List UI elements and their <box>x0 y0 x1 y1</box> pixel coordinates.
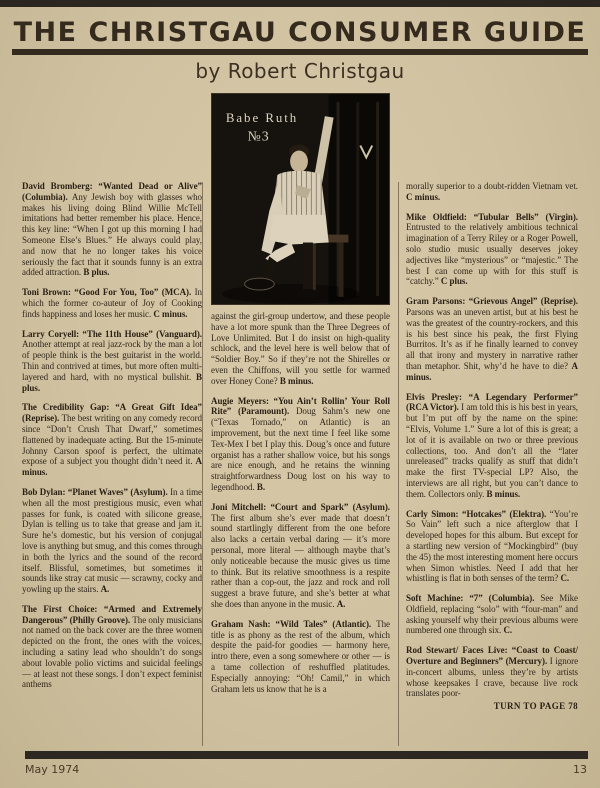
review-grade: C minus. <box>406 191 441 202</box>
review-grade: B minus. <box>279 375 314 386</box>
review-lead: Augie Meyers: “You Ain’t Rollin’ Your Roll Rite” (Paramount). <box>211 395 390 417</box>
column-middle <box>211 93 390 747</box>
review: The First Choice: “Armed and Extremely Dangerous” (Philly Groove). The only musicians not named on the back cover are the three women depicted on the front, the ones with the voices, including a satiny lead who shouldn’t do songs about lovable polio victims and suicidal feelings — at least not these songs. I don’t expect feminist anthems <box>22 603 202 690</box>
review-list-middle <box>211 311 390 694</box>
page-title: THE CHRISTGAU CONSUMER GUIDE <box>13 17 587 48</box>
review-lead: Mike Oldfield: “Tubular Bells” (Virgin). <box>406 211 578 222</box>
review-grade: A minus. <box>22 456 202 478</box>
review: morally superior to a doubt-ridden Vietnam vet. C minus. <box>406 181 578 202</box>
review-lead: Carly Simon: “Hotcakes” (Elektra). <box>406 508 550 519</box>
column-divider-right <box>398 182 399 746</box>
review-lead: The First Choice: “Armed and Extremely Dangerous” (Philly Groove). <box>22 603 202 625</box>
review-grade: A. <box>100 584 110 595</box>
review-list-left <box>22 181 202 690</box>
review: Rod Stewart/ Faces Live: “Coast to Coast/ Overture and Beginners” (Mercury). I ignore in-concert albums, unless they’re by artists whose keepsakes I crave, because live rock translates poor- <box>406 645 578 699</box>
review-grade: C. <box>560 573 570 584</box>
review-lead: Soft Machine: “7” (Columbia). <box>406 593 541 604</box>
locker-label-line1: Babe Ruth <box>225 110 299 125</box>
review: Gram Parsons: “Grievous Angel” (Reprise). Parsons was an uneven artist, but at his best he was the greatest of the country-rockers, and this is his best since his peak, the first Flying Burritos. It’s as if he finally learned to convey all that irony and mystery in narrative rather than metaphor. Shit, why’d he have to die? A minus. <box>406 296 578 382</box>
review: Joni Mitchell: “Court and Spark” (Asylum). The first album she’s ever made that doesn’t sound startlingly different from the one before also lacks a certain verbal daring — it’s more personal, more literal — although maybe that’s only noticeable because the music gives us time to think. But its relative smoothness is a respite rather than a cop-out, the jazz and rock and roll suggest a brave future, and she’s better at what she does than anyone in the music. A. <box>211 501 390 609</box>
review: The Credibility Gap: “A Great Gift Idea” (Reprise). The best writing on any comedy record since “Don’t Crush That Dwarf,” sometimes flattened by inadequate acting. But the 15-minute Johnny Carson spoof is perfect, the ultimate expose of a subject you thought didn’t need it. A minus. <box>22 402 202 478</box>
review-list-right <box>406 181 578 699</box>
review: Toni Brown: “Good For You, Too” (MCA). In which the former co-auteur of Joy of Cooking finds happiness and loses her music. C minus. <box>22 287 202 319</box>
review-grade: B. <box>256 481 266 492</box>
column-left <box>22 181 202 747</box>
locker-label-line2: №3 <box>247 128 270 144</box>
review-lead: Toni Brown: “Good For You, Too” (MCA). <box>22 287 195 298</box>
review: Bob Dylan: “Planet Waves” (Asylum). In a time when all the most prestigious music, even what passes for funk, is coated with silicone grease, Dylan is telling us to take that grease and jam it. Sure he’s domestic, but his version of conjugal love is anything but smug, and this comes through in both the lyrics and the sound of the record itself. Blissful, sometimes, but sometimes it sounds like stray cat music — scrawny, cocky and yowling up the stairs. A. <box>22 486 202 595</box>
page-number: 13 <box>573 763 587 776</box>
review: Elvis Presley: “A Legendary Performer” (RCA Victor). I am told this is his best in years, but I’m put off by the name on the spine: “Elvis, Volume 1.” Sure a lot of this is great; a lot of it is available on two or three previous collections, too. And don’t all the “later unreleased” tracks qualify as stuff that didn’t make the first TV-special LP? Also, the interviews are all right, but you can’t dance to them. Collectors only. B minus. <box>406 391 578 499</box>
review: Larry Coryell: “The 11th House” (Vanguard). Another attempt at real jazz-rock by the man a lot of people think is the best guitarist in the world. Thin and contrived at times, but more often multi-layered and hard, with no mystical bullshit. B plus. <box>22 328 202 393</box>
issue-date: May 1974 <box>25 763 80 776</box>
review-lead: David Bromberg: “Wanted Dead or Alive” (Columbia). <box>22 181 202 202</box>
review: Graham Nash: “Wild Tales” (Atlantic). The title is as phony as the rest of the album, which despite the paid-for goodies — harmony here, intro there, even a song somewhere or other — is a tame collection of reshuffled platitudes. Especially annoying: “Oh! Camil,” in which Graham lets us know that he is a <box>211 618 390 694</box>
review: Soft Machine: “7” (Columbia). See Mike Oldfield, replacing “solo” with “four-man” and asking yourself why their previous albums were numbered one through six. C. <box>406 593 578 636</box>
review: David Bromberg: “Wanted Dead or Alive” (Columbia). Any Jewish boy with glasses who makes his living doing Blind Willie McTell imitations had better remember his place. Hence, this key line: “When I got up this morning I had Someone Else’s Blues.” He always could play, and now that he no longer takes his voice seriously the fact that it sounds funny is an extra added attraction. B plus. <box>22 181 202 278</box>
review-grade: B plus. <box>22 371 202 393</box>
review: Augie Meyers: “You Ain’t Rollin’ Your Roll Rite” (Paramount). Doug Sahm’s new one (“Texas Tornado,” on Atlantic) is an improvement, but the next time I feel like some Tex-Mex I bet I play this. Doug’s once and future organist has a rather shallow voice, but his songs are nice enough, and he retains the winning straightforwardness Doug lost on his way to legendhood. B. <box>211 395 390 492</box>
title-underline-rule <box>12 49 588 55</box>
page-top-edge <box>0 0 600 7</box>
review-lead: Bob Dylan: “Planet Waves” (Asylum). <box>22 486 171 497</box>
review-lead: Larry Coryell: “The 11th House” (Vanguard). <box>22 328 202 339</box>
babe-ruth-photo <box>211 93 390 305</box>
byline: by Robert Christgau <box>195 59 405 83</box>
column-divider-left <box>202 182 203 746</box>
review: Mike Oldfield: “Tubular Bells” (Virgin). Entrusted to the relatively ambitious technical imagination of a Terry Riley or a Roger Powell, solo studio music usually deserves jokey adjectives like “mysterious” or “majestic.” The best I can come up with for this stuff is “catchy.” C plus. <box>406 211 578 287</box>
review-lead: Gram Parsons: “Grievous Angel” (Reprise). <box>406 296 578 307</box>
footer-rule <box>25 751 588 759</box>
review-grade: C minus. <box>153 308 188 319</box>
review-grade: C. <box>503 625 513 636</box>
review: against the girl-group undertow, and these people have a lot more spunk than the Three Degrees of Love Unlimited. But I do insist on high-quality schlock, and the level here is well below that of “Soldier Boy.” So if they’re not the Shirelles or even the Chiffons, will you settle for warmed over Honey Cone? B minus. <box>211 311 390 386</box>
review-grade: A. <box>336 598 346 609</box>
column-right <box>406 181 578 747</box>
review: Carly Simon: “Hotcakes” (Elektra). “You’re So Vain” left such a nice afterglow that I developed hopes for this album. But except for a startling new version of “Mockingbird” (buy the 45) the most interesting moment here occurs when Simon whistles. Need I add that her whistling is flat in both senses of the term? C. <box>406 508 578 584</box>
review-lead: Rod Stewart/ Faces Live: “Coast to Coast/ Overture and Beginners” (Mercury). <box>406 645 578 667</box>
review-grade: C plus. <box>440 276 468 287</box>
review-lead: Elvis Presley: “A Legendary Performer” (RCA Victor). <box>406 391 578 413</box>
review-lead: The Credibility Gap: “A Great Gift Idea” (Reprise). <box>22 402 202 424</box>
turn-to-note: TURN TO PAGE 78 <box>493 701 578 712</box>
review-grade: A minus. <box>406 360 578 382</box>
review-grade: B minus. <box>486 488 521 499</box>
review-grade: B plus. <box>83 267 110 278</box>
review-lead: Joni Mitchell: “Court and Spark” (Asylum). <box>211 501 390 512</box>
review-lead: Graham Nash: “Wild Tales” (Atlantic). <box>211 618 377 629</box>
